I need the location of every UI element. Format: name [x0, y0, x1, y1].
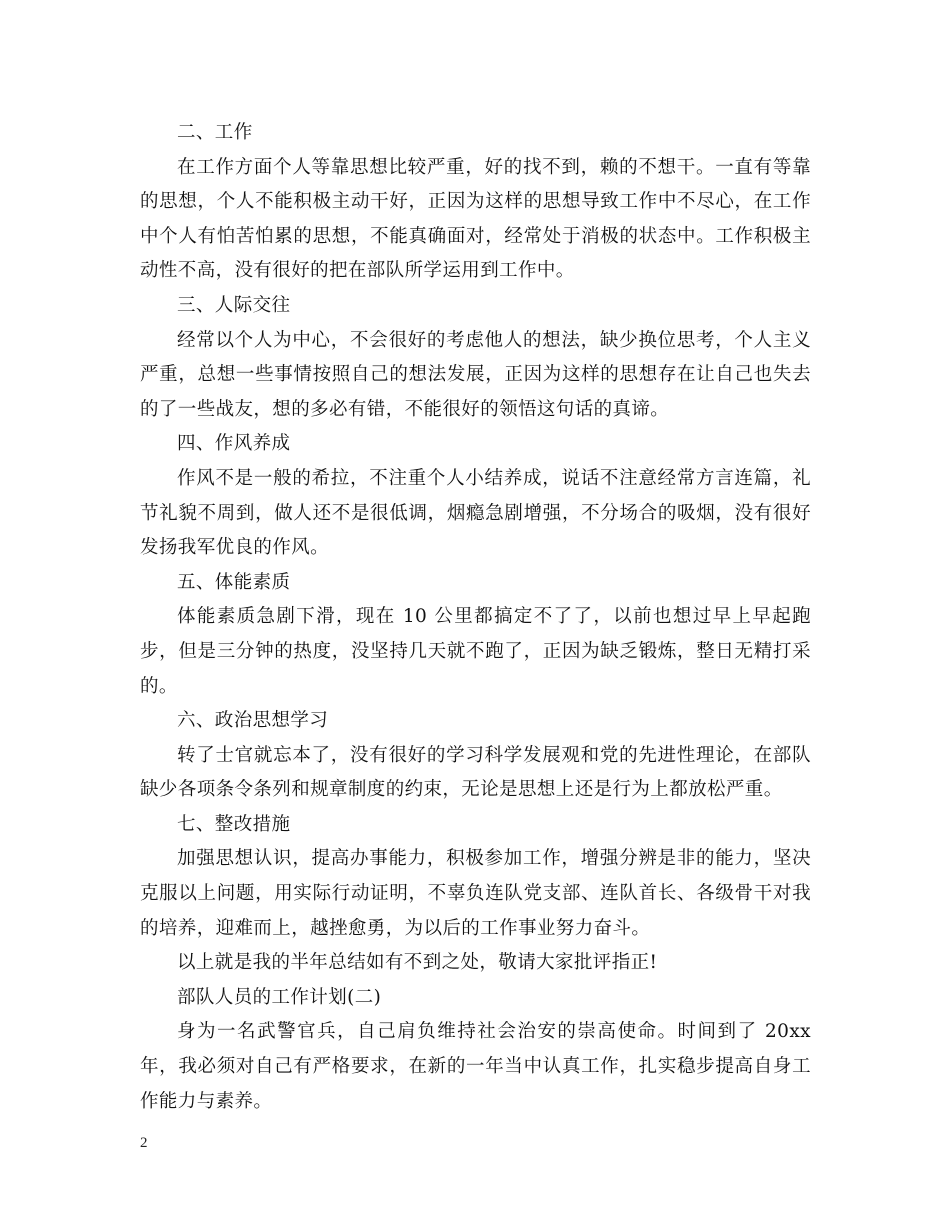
paragraph-closing: 以上就是我的半年总结如有不到之处，敬请大家批评指正! [177, 952, 658, 974]
section-heading-plan-two: 部队人员的工作计划(二) [177, 986, 382, 1008]
paragraph-rectification: 加强思想认识，提高办事能力，积极参加工作，增强分辨是非的能力，坚决克服以上问题，用实际行动证明，不辜负连队党支部、连队首长、各级骨干对我的培养，迎难而上，越挫愈勇，为以后的工作事业努力奋斗。 [140, 848, 811, 939]
section-heading-rectification: 七、整改措施 [177, 813, 291, 835]
document-body [140, 116, 811, 1119]
paragraph-fitness: 体能素质急剧下滑，现在 10 公里都搞定不了了，以前也想过早上早起跑步，但是三分钟的热度，没坚持几天就不跑了，正因为缺乏锻炼，整日无精打采的。 [140, 606, 811, 697]
section-heading-political-study: 六、政治思想学习 [177, 710, 329, 732]
paragraph-interpersonal: 经常以个人为中心，不会很好的考虑他人的想法，缺少换位思考，个人主义严重，总想一些事情按照自己的想法发展，正因为这样的思想存在让自己也失去的了一些战友，想的多必有错，不能很好的领悟这句话的真谛。 [140, 329, 811, 420]
section-heading-conduct: 四、作风养成 [177, 433, 291, 455]
paragraph-political-study: 转了士官就忘本了，没有很好的学习科学发展观和党的先进性理论，在部队缺少各项条令条列和规章制度的约束，无论是思想上还是行为上都放松严重。 [140, 744, 811, 801]
section-heading-interpersonal: 三、人际交往 [177, 294, 291, 316]
paragraph-work: 在工作方面个人等靠思想比较严重，好的找不到，赖的不想干。一直有等靠的思想，个人不能积极主动干好，正因为这样的思想导致工作中不尽心，在工作中个人有怕苦怕累的思想，不能真确面对，经常处于消极的状态中。工作积极主动性不高，没有很好的把在部队所学运用到工作中。 [140, 156, 811, 282]
paragraph-conduct: 作风不是一般的希拉，不注重个人小结养成，说话不注意经常方言连篇，礼节礼貌不周到，做人还不是很低调，烟瘾急剧增强，不分场合的吸烟，没有很好发扬我军优良的作风。 [140, 467, 811, 559]
page-number: 2 [140, 1135, 148, 1151]
section-heading-work: 二、工作 [177, 122, 253, 143]
paragraph-plan-two: 身为一名武警官兵，自己肩负维持社会治安的崇高使命。时间到了 20xx 年，我必须对自己有严格要求，在新的一年当中认真工作，扎实稳步提高自身工作能力与素养。 [140, 1021, 811, 1112]
section-heading-fitness: 五、体能素质 [177, 571, 291, 593]
